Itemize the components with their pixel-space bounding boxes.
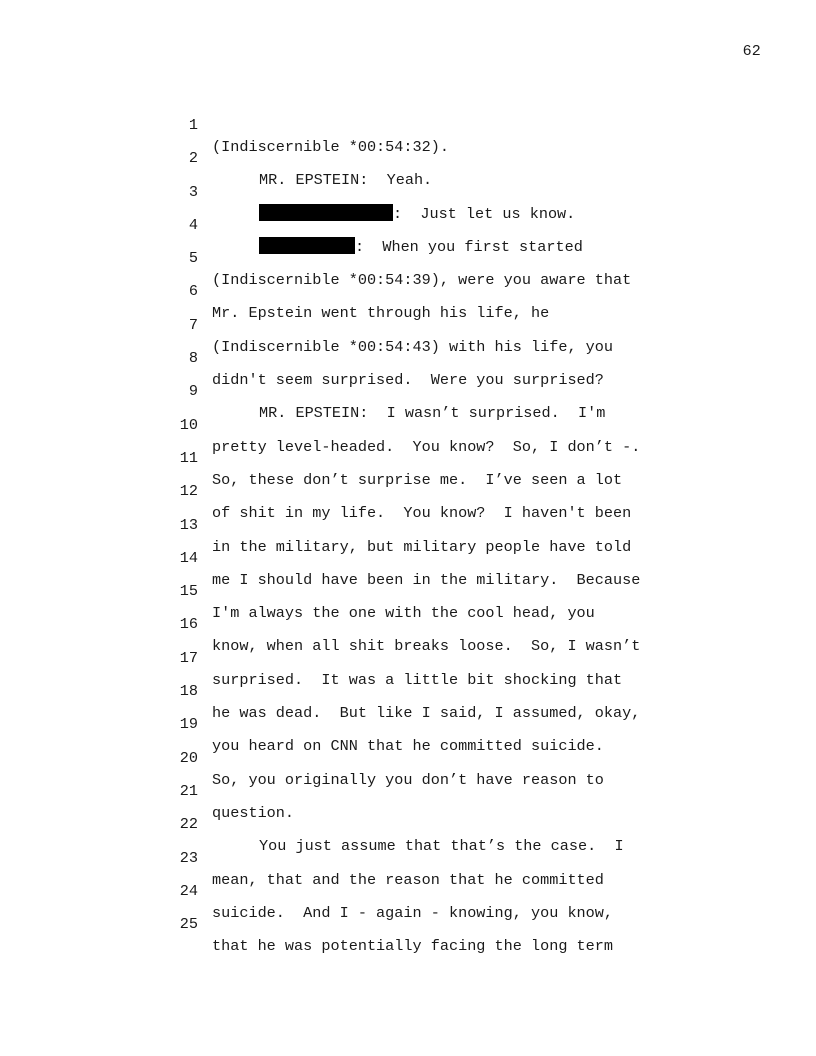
line-text: me I should have been in the military. Because bbox=[212, 570, 641, 589]
line-text: in the military, but military people have told bbox=[212, 537, 632, 556]
transcript-line bbox=[0, 758, 816, 822]
transcript-line bbox=[0, 458, 816, 523]
transcript-line bbox=[0, 492, 816, 556]
line-number: 4 bbox=[188, 215, 198, 234]
line-number: 18 bbox=[179, 682, 198, 701]
transcript-line bbox=[0, 691, 816, 756]
line-text: So, these don’t surprise me. I’ve seen a lot bbox=[212, 470, 623, 489]
line-number: 6 bbox=[188, 282, 198, 301]
line-text: : Just let us know. bbox=[393, 204, 576, 223]
line-text: that he was potentially facing the long term bbox=[212, 937, 614, 956]
line-text: : When you first started bbox=[355, 237, 583, 256]
transcript-line bbox=[0, 791, 816, 856]
line-number: 5 bbox=[188, 249, 198, 268]
line-text: suicide. And I - again - knowing, you know, bbox=[212, 903, 614, 922]
line-text: (Indiscernible *00:54:39), were you aware that bbox=[212, 271, 632, 290]
transcript-line bbox=[0, 125, 816, 190]
line-text: (Indiscernible *00:54:32). bbox=[212, 138, 449, 156]
transcript-line bbox=[0, 392, 816, 456]
transcript-line bbox=[0, 425, 816, 489]
transcript-line bbox=[0, 858, 816, 922]
line-text: (Indiscernible *00:54:43) with his life, you bbox=[212, 337, 614, 356]
line-number: 2 bbox=[188, 149, 198, 168]
line-text: You just assume that that’s the case. I bbox=[259, 837, 624, 856]
line-number: 9 bbox=[188, 382, 198, 401]
transcript-line bbox=[0, 891, 816, 956]
line-number: 12 bbox=[179, 482, 198, 501]
transcript-line bbox=[0, 525, 816, 589]
line-number: 19 bbox=[179, 715, 198, 734]
line-text: surprised. It was a little bit shocking that bbox=[212, 670, 623, 689]
transcript-line bbox=[0, 225, 816, 290]
transcript-line bbox=[0, 658, 816, 723]
transcript-line bbox=[0, 92, 816, 156]
line-number: 14 bbox=[179, 548, 198, 567]
line-number: 1 bbox=[188, 116, 198, 134]
transcript-line bbox=[0, 625, 816, 689]
line-number: 11 bbox=[179, 448, 198, 467]
line-text: mean, that and the reason that he committed bbox=[212, 870, 604, 889]
line-text: So, you originally you don’t have reason to bbox=[212, 770, 604, 789]
line-number: 23 bbox=[179, 848, 198, 867]
line-text: question. bbox=[212, 803, 295, 822]
transcript-line bbox=[0, 825, 816, 889]
line-number: 7 bbox=[188, 315, 198, 334]
transcript-line bbox=[0, 192, 816, 256]
line-number: 13 bbox=[179, 515, 198, 534]
transcript-line bbox=[0, 292, 816, 356]
transcript-line bbox=[0, 591, 816, 656]
line-number: 10 bbox=[179, 415, 198, 434]
transcript-line bbox=[0, 358, 816, 423]
transcript-line bbox=[0, 258, 816, 323]
page-number: 62 bbox=[742, 43, 761, 60]
line-text: didn't seem surprised. Were you surprised? bbox=[212, 371, 604, 390]
line-number: 8 bbox=[188, 349, 198, 368]
line-text: I'm always the one with the cool head, you bbox=[212, 604, 595, 623]
transcript-line bbox=[0, 725, 816, 789]
line-number: 15 bbox=[179, 582, 198, 601]
line-number: 21 bbox=[179, 781, 198, 800]
line-number: 25 bbox=[179, 915, 198, 934]
line-number: 24 bbox=[179, 881, 198, 900]
line-text: he was dead. But like I said, I assumed, okay, bbox=[212, 704, 641, 723]
line-text: MR. EPSTEIN: I wasn’t surprised. I'm bbox=[259, 404, 606, 423]
line-number: 3 bbox=[188, 182, 198, 201]
line-text: pretty level-headed. You know? So, I don’t -. bbox=[212, 437, 641, 456]
line-text: Mr. Epstein went through his life, he bbox=[212, 304, 550, 323]
line-number: 22 bbox=[179, 815, 198, 834]
transcript-line bbox=[0, 558, 816, 623]
line-text: of shit in my life. You know? I haven't been bbox=[212, 504, 632, 523]
transcript-body bbox=[0, 92, 816, 956]
line-text: MR. EPSTEIN: Yeah. bbox=[259, 171, 433, 190]
line-text: you heard on CNN that he committed suicide. bbox=[212, 737, 604, 756]
line-text: know, when all shit breaks loose. So, I wasn’t bbox=[212, 637, 641, 656]
line-number: 16 bbox=[179, 615, 198, 634]
transcript-line bbox=[0, 325, 816, 390]
line-number: 17 bbox=[179, 648, 198, 667]
line-number: 20 bbox=[179, 748, 198, 767]
transcript-line bbox=[0, 159, 816, 223]
